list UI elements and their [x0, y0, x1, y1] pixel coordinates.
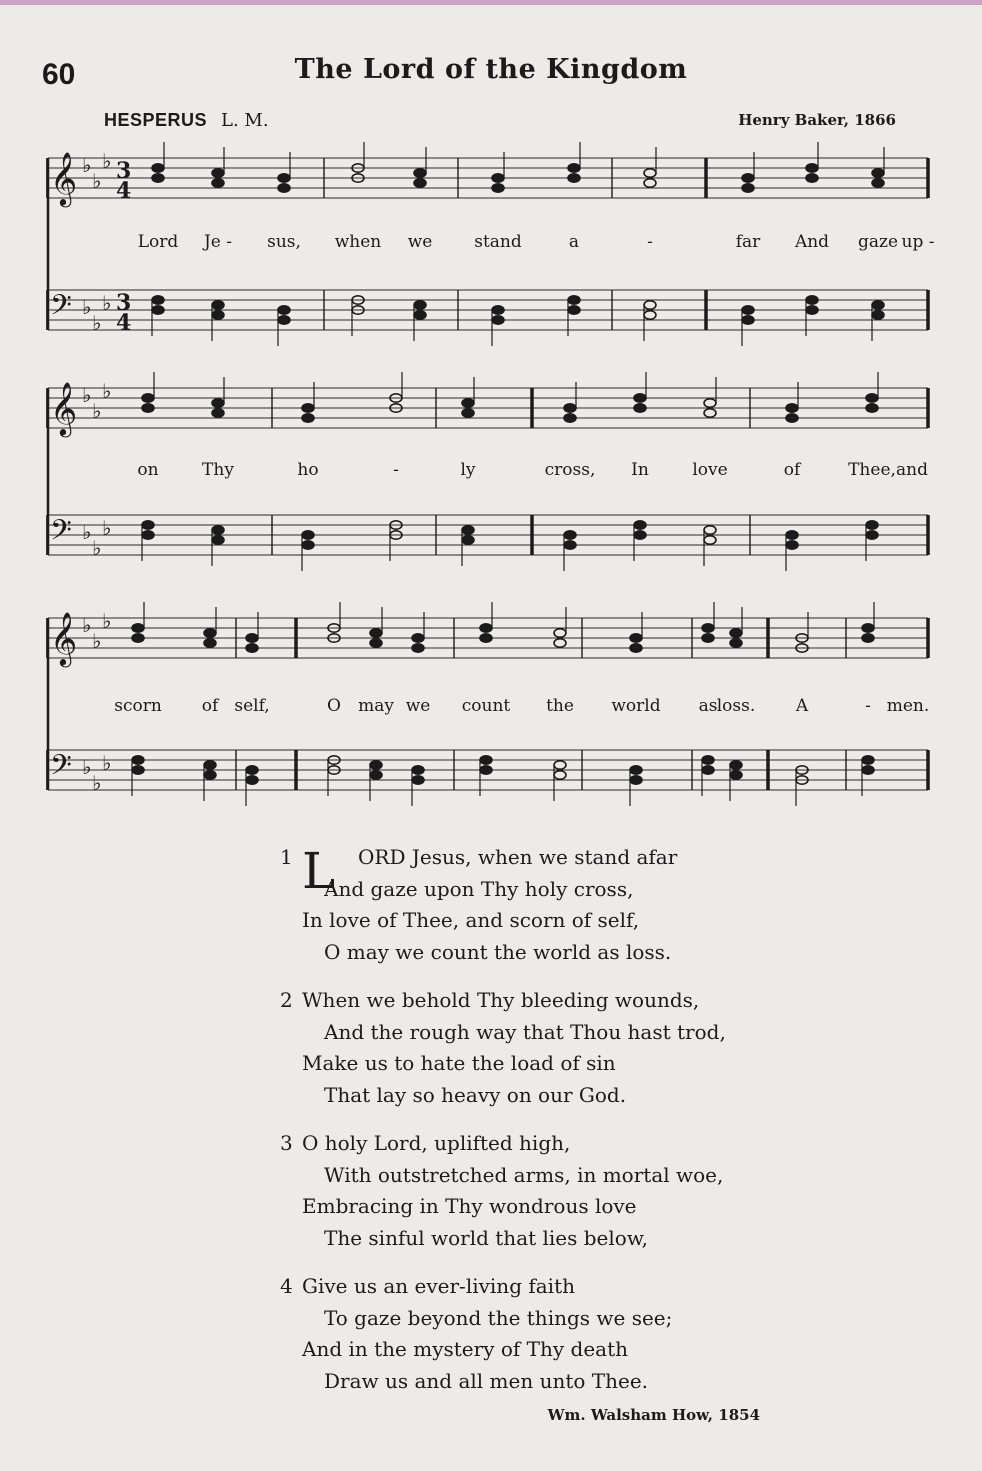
note-head [872, 301, 884, 309]
note-head [212, 301, 224, 309]
note-head [862, 756, 874, 764]
note-head [278, 174, 290, 182]
page-edge [0, 0, 982, 5]
note-head [132, 634, 144, 642]
verse-line: Embracing in Thy wondrous love [302, 1194, 637, 1218]
lyric-syllable: And [794, 232, 830, 252]
time-signature-top: 3 [116, 290, 132, 316]
note-head [806, 174, 818, 182]
note-head [644, 169, 656, 177]
note-head [786, 414, 798, 422]
flat-icon: ♭ [102, 751, 112, 775]
lyric-syllable: world [611, 696, 661, 716]
verse-line: Draw us and all men unto Thee. [324, 1368, 649, 1393]
tune-name: HESPERUS [104, 110, 208, 130]
note-head [152, 164, 164, 172]
note-head [866, 394, 878, 402]
flat-icon: ♭ [92, 536, 102, 560]
note-head [564, 414, 576, 422]
verse-line: O holy Lord, uplifted high, [302, 1131, 571, 1155]
note-head [872, 311, 884, 319]
note-head [132, 624, 144, 632]
lyric-syllable: sus, [267, 232, 301, 252]
note-head [152, 296, 164, 304]
note-head [704, 526, 716, 534]
verse-line: When we behold Thy bleeding wounds, [302, 988, 700, 1012]
flat-icon: ♭ [102, 516, 112, 540]
treble-clef-icon: 𝄞 [50, 611, 78, 665]
lyric-syllable: of [201, 696, 219, 716]
note-head [702, 634, 714, 642]
hymn-number: 60 [42, 58, 76, 91]
note-head [568, 296, 580, 304]
note-head [412, 766, 424, 774]
note-head [564, 541, 576, 549]
composer: Henry Baker, 1866 [738, 111, 896, 129]
verse-2 [280, 985, 800, 1111]
note-head [414, 311, 426, 319]
note-head [634, 404, 646, 412]
note-head [730, 629, 742, 637]
note-head [204, 639, 216, 647]
lyric-syllable: and [896, 460, 928, 480]
lyric-syllable: count [461, 696, 511, 716]
note-head [414, 301, 426, 309]
lyric-syllable: love [692, 460, 728, 480]
note-head [492, 306, 504, 314]
lyric-syllable: O [327, 696, 341, 716]
note-head [862, 624, 874, 632]
flat-icon: ♭ [92, 311, 102, 335]
lyric-syllable: men. [886, 696, 930, 716]
note-head [152, 306, 164, 314]
note-head [204, 771, 216, 779]
note-head [554, 639, 566, 647]
verse-1 [280, 842, 800, 968]
note-head [212, 169, 224, 177]
verse-3 [280, 1128, 800, 1254]
lyric-syllable: self, [234, 696, 270, 716]
note-head [480, 624, 492, 632]
bass-clef-icon: 𝄢 [50, 289, 72, 329]
note-head [302, 541, 314, 549]
note-head [246, 776, 258, 784]
note-head [480, 766, 492, 774]
note-head [414, 169, 426, 177]
lyric-syllable: A [795, 696, 809, 716]
verse-line: With outstretched arms, in mortal woe, [324, 1162, 724, 1187]
note-head [644, 179, 656, 187]
note-head [212, 311, 224, 319]
note-head [462, 526, 474, 534]
lyric-syllable: when [334, 232, 382, 252]
flat-icon: ♭ [102, 379, 112, 403]
author: Wm. Walsham How, 1854 [547, 1406, 760, 1424]
lyric-syllable: we [407, 232, 433, 252]
music-system-2 [46, 370, 930, 590]
note-head [132, 766, 144, 774]
verse-4 [280, 1271, 800, 1397]
flat-icon: ♭ [82, 153, 92, 177]
verse-line: ORD Jesus, when we stand afar [358, 845, 678, 869]
verse-number: 3 [280, 1131, 293, 1155]
flat-icon: ♭ [82, 383, 92, 407]
lyric-syllable: cross, [544, 460, 596, 480]
note-head [742, 306, 754, 314]
note-head [862, 634, 874, 642]
verse-line: And the rough way that Thou hast trod, [324, 1019, 726, 1044]
verse-line: And in the mystery of Thy death [302, 1337, 629, 1361]
note-head [412, 634, 424, 642]
lyric-syllable: - [393, 460, 399, 480]
note-head [212, 399, 224, 407]
lyric-syllable: we [405, 696, 431, 716]
note-head [554, 629, 566, 637]
note-head [370, 629, 382, 637]
note-head [480, 634, 492, 642]
verse-line: And gaze upon Thy holy cross, [324, 876, 634, 901]
verse-number: 1 [280, 845, 293, 869]
hymn-title: The Lord of the Kingdom [294, 54, 688, 85]
lyric-syllable: as [698, 696, 718, 716]
music-system-1 [46, 140, 935, 360]
note-head [142, 521, 154, 529]
note-head [704, 409, 716, 417]
note-head [872, 179, 884, 187]
note-head [634, 521, 646, 529]
note-head [480, 756, 492, 764]
flat-icon: ♭ [102, 149, 112, 173]
note-head [630, 634, 642, 642]
lyric-syllable: In [631, 460, 649, 480]
note-head [412, 776, 424, 784]
lyric-syllable: on [137, 460, 159, 480]
verses [280, 842, 800, 1414]
verse-line: Make us to hate the load of sin [302, 1051, 616, 1075]
note-head [414, 179, 426, 187]
note-head [152, 174, 164, 182]
lyric-syllable: far [735, 232, 761, 252]
bass-clef-icon: 𝄢 [50, 514, 72, 554]
lyric-syllable: - [865, 696, 871, 716]
note-head [742, 184, 754, 192]
note-head [730, 771, 742, 779]
note-head [212, 179, 224, 187]
note-head [704, 399, 716, 407]
note-head [462, 399, 474, 407]
flat-icon: ♭ [82, 613, 92, 637]
lyric-syllable: Thy [202, 460, 234, 480]
note-head [370, 761, 382, 769]
flat-icon: ♭ [82, 295, 92, 319]
note-head [142, 531, 154, 539]
note-head [568, 306, 580, 314]
note-head [492, 316, 504, 324]
note-head [492, 174, 504, 182]
bass-clef-icon: 𝄢 [50, 749, 72, 789]
note-head [564, 531, 576, 539]
verse-number: 4 [280, 1274, 293, 1298]
note-head [564, 404, 576, 412]
note-head [702, 624, 714, 632]
time-signature-top: 3 [116, 158, 132, 184]
verse-line: To gaze beyond the things we see; [324, 1305, 673, 1330]
meter: L. M. [221, 110, 269, 131]
note-head [246, 644, 258, 652]
note-head [644, 311, 656, 319]
note-head [554, 771, 566, 779]
note-head [806, 296, 818, 304]
time-signature-bottom: 4 [116, 310, 132, 336]
note-head [212, 526, 224, 534]
treble-clef-icon: 𝄞 [50, 151, 78, 205]
lyric-syllable: ly [460, 460, 476, 480]
note-head [132, 756, 144, 764]
verse-line: O may we count the world as loss. [324, 939, 672, 964]
flat-icon: ♭ [92, 771, 102, 795]
flat-icon: ♭ [102, 291, 112, 315]
note-head [212, 409, 224, 417]
staff-notation [46, 370, 930, 590]
time-signature-bottom: 4 [116, 178, 132, 204]
lyric-syllable: gaze [857, 232, 899, 252]
note-head [634, 394, 646, 402]
note-head [730, 639, 742, 647]
note-head [278, 184, 290, 192]
note-head [492, 184, 504, 192]
note-head [866, 531, 878, 539]
note-head [246, 634, 258, 642]
note-head [630, 776, 642, 784]
note-head [786, 404, 798, 412]
note-head [786, 541, 798, 549]
note-head [742, 316, 754, 324]
note-head [866, 404, 878, 412]
lyric-syllable: a [568, 232, 580, 252]
verse-number: 2 [280, 988, 293, 1012]
note-head [278, 316, 290, 324]
lyric-syllable: Je - [203, 232, 233, 252]
lyric-syllable: up - [901, 232, 935, 252]
note-head [630, 766, 642, 774]
note-head [204, 629, 216, 637]
flat-icon: ♭ [82, 755, 92, 779]
lyric-syllable: the [546, 696, 574, 716]
flat-icon: ♭ [92, 629, 102, 653]
lyric-syllable: Thee, [848, 460, 896, 480]
treble-clef-icon: 𝄞 [50, 381, 78, 435]
note-head [302, 414, 314, 422]
note-head [302, 404, 314, 412]
verse-line: In love of Thee, and scorn of self, [302, 908, 640, 932]
lyric-syllable: loss. [716, 696, 756, 716]
verse-line: That lay so heavy on our God. [324, 1082, 627, 1107]
music-system-3 [46, 600, 930, 830]
flat-icon: ♭ [102, 609, 112, 633]
note-head [412, 644, 424, 652]
note-head [370, 771, 382, 779]
note-head [554, 761, 566, 769]
note-head [872, 169, 884, 177]
note-head [142, 404, 154, 412]
note-head [302, 531, 314, 539]
lyric-syllable: stand [474, 232, 522, 252]
note-head [702, 766, 714, 774]
tune-info [104, 110, 269, 131]
lyric-syllable: Lord [137, 232, 179, 252]
lyric-syllable: may [358, 696, 394, 716]
flat-icon: ♭ [82, 520, 92, 544]
verse-line: The sinful world that lies below, [324, 1225, 648, 1250]
note-head [462, 409, 474, 417]
note-head [862, 766, 874, 774]
note-head [370, 639, 382, 647]
note-head [786, 531, 798, 539]
verse-line: Give us an ever-living faith [302, 1274, 575, 1298]
lyric-syllable: scorn [114, 696, 162, 716]
note-head [702, 756, 714, 764]
drop-cap: L [302, 842, 336, 900]
note-head [806, 164, 818, 172]
note-head [630, 644, 642, 652]
note-head [730, 761, 742, 769]
flat-icon: ♭ [92, 169, 102, 193]
note-head [204, 761, 216, 769]
note-head [634, 531, 646, 539]
note-head [142, 394, 154, 402]
note-head [212, 536, 224, 544]
note-head [866, 521, 878, 529]
note-head [806, 306, 818, 314]
lyric-syllable: - [647, 232, 653, 252]
note-head [704, 536, 716, 544]
flat-icon: ♭ [92, 399, 102, 423]
note-head [246, 766, 258, 774]
note-head [278, 306, 290, 314]
note-head [462, 536, 474, 544]
note-head [568, 164, 580, 172]
note-head [742, 174, 754, 182]
lyric-syllable: of [783, 460, 801, 480]
note-head [568, 174, 580, 182]
lyric-syllable: ho [297, 460, 319, 480]
note-head [644, 301, 656, 309]
